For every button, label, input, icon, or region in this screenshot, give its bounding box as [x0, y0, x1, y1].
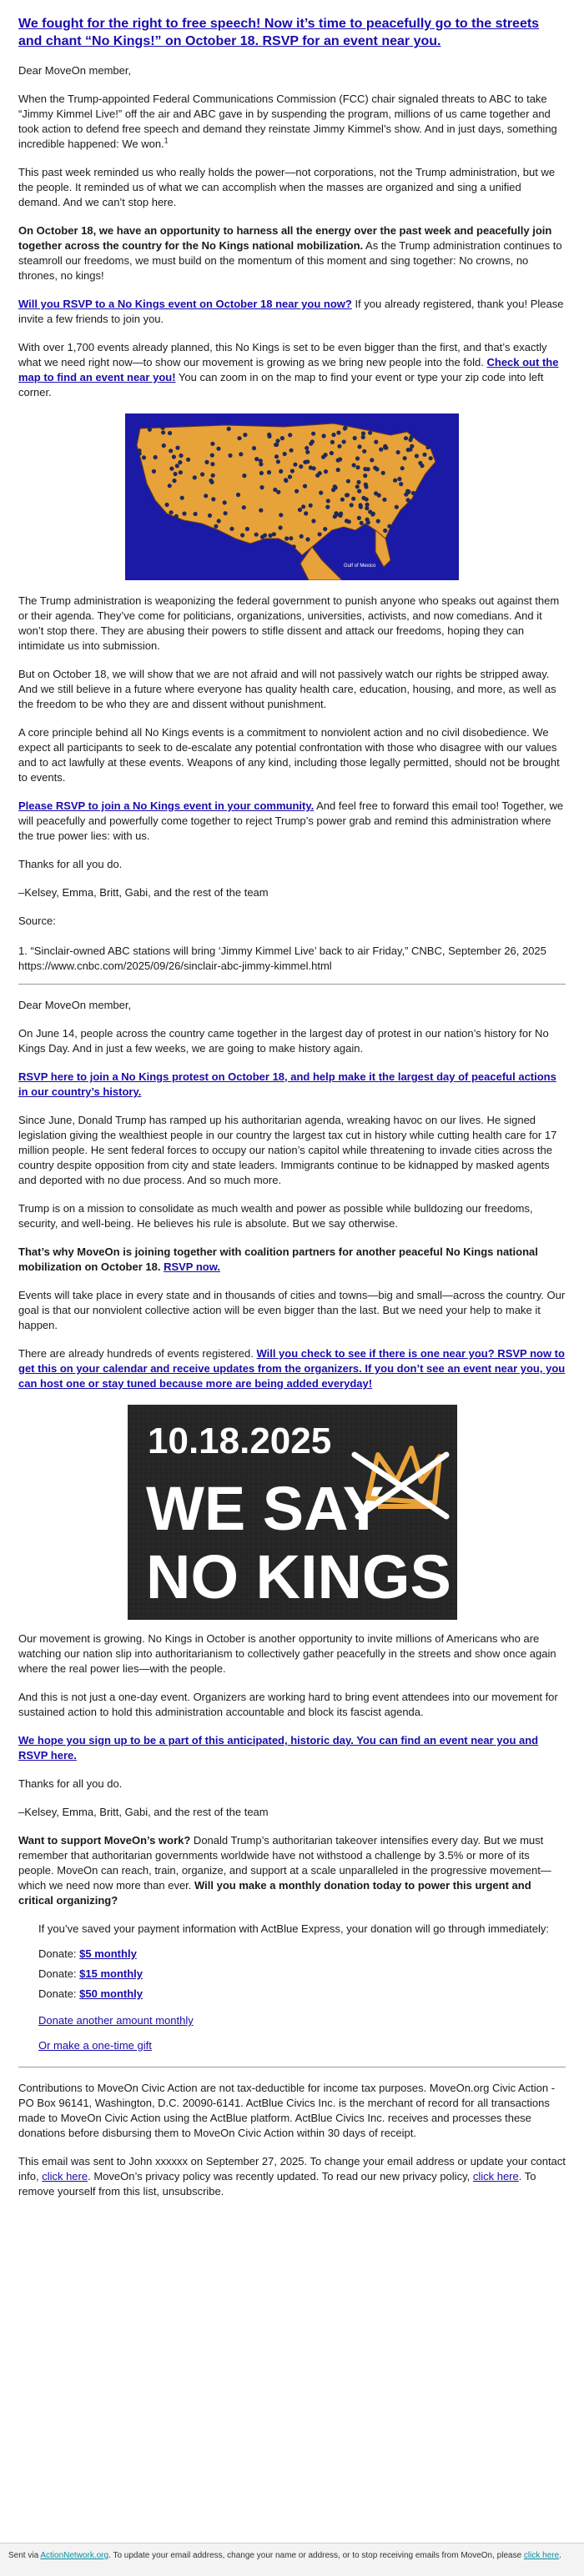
event-dot [387, 524, 391, 529]
event-dot [336, 430, 340, 434]
event-dot [211, 474, 215, 478]
check-event-link[interactable]: Will you check to see if there is one near you? RSVP now to get this on your calendar and receive updates from the organizers. If you don’t see an event near you, you can host one or stay tuned because more are being added everyday! [18, 1347, 566, 1390]
event-dot [322, 434, 326, 438]
donate-other-link[interactable]: Donate another amount monthly [38, 2014, 194, 2027]
update-contact-link[interactable]: click here [42, 2170, 88, 2183]
event-dot [288, 433, 292, 437]
event-dot [138, 452, 142, 456]
event-dot [326, 499, 330, 503]
sent-text: . To remove yourself from this list, unsubscribe. [18, 2170, 536, 2198]
paragraph [18, 1733, 566, 1763]
event-dot [309, 465, 313, 469]
event-dot [318, 471, 322, 475]
paragraph-text: If you already registered, thank you! Please invite a few friends to join you. [18, 298, 564, 325]
paragraph [18, 1070, 566, 1100]
donate-intro: If you’ve saved your payment information with ActBlue Express, your donation will go through immediately: [38, 1922, 550, 1935]
paragraph: This past week reminded us who really holds the power—not corporations, not the Trump administration, but we the people. It reminded us of what we can accomplish when the masses are organized and sing a unified demand. And we can’t stop here. [18, 166, 556, 208]
event-dot [216, 447, 220, 451]
paragraph [18, 223, 566, 283]
sent-notice [18, 2154, 566, 2199]
paragraph: The Trump administration is weaponizing the federal government to punish anyone who speaks out against them or their agenda. They’ve come for politicians, organizations, universities, activists, and now comedians. And it won’t stop there. They are abusing their powers to stifle dissent and attack our freedoms, hoping they can intimidate us into submission. [18, 594, 560, 652]
donate-row [38, 1947, 566, 1962]
event-dot [399, 482, 403, 486]
paragraph-text: And feel free to forward this email too! Together, we will peacefully and powerfully come together to reject Trump’s power grab and remind this administration where the true power lies: with us. [18, 799, 564, 842]
event-dot [289, 536, 293, 540]
event-dot [210, 454, 214, 458]
event-dot [283, 452, 287, 456]
event-dot [361, 435, 365, 439]
headline-link[interactable]: We fought for the right to free speech! Now it’s time to peacefully go to the streets and chant “No Kings!” on October 18. RSVP for an event near you. [18, 17, 540, 48]
privacy-policy-link[interactable]: click here [472, 2170, 519, 2183]
paragraph [18, 1833, 566, 1908]
event-dot [175, 446, 179, 450]
donate-label: Donate: [38, 1967, 77, 1980]
event-dot [311, 519, 315, 523]
event-dot [406, 498, 410, 502]
event-dot [179, 470, 183, 474]
event-dot [334, 485, 338, 489]
event-dot [293, 463, 297, 467]
donate-label: Donate: [38, 1947, 77, 1960]
donate-50-link[interactable]: $50 monthly [79, 1987, 143, 2000]
event-dot [210, 480, 214, 484]
event-dot [172, 454, 176, 459]
event-dot [175, 464, 179, 468]
event-dot [357, 516, 361, 520]
event-dot [172, 479, 176, 483]
event-dot [411, 491, 415, 495]
event-dot [259, 462, 263, 466]
event-dot [370, 458, 374, 462]
paragraph-text: As the Trump administration continues to steamroll our freedoms, we must build on the momentum of this moment and sing together: No crowns, no thrones, no kings! [18, 239, 562, 282]
event-dot [254, 457, 259, 461]
divider [18, 984, 566, 985]
event-dot [279, 469, 283, 474]
event-dot [295, 489, 299, 494]
sources [18, 914, 566, 974]
event-dot [210, 442, 214, 446]
greeting: Dear MoveOn member, [18, 64, 132, 77]
event-dot [400, 466, 405, 470]
event-dot [346, 479, 350, 484]
paragraph-text: You can zoom in on the map to find your event or type your zip code into left corner. [18, 371, 544, 398]
event-dot [237, 436, 241, 440]
event-dot [242, 474, 246, 478]
bold-text: Will you make a monthly donation today to power this urgent and critical organizing? [18, 1879, 531, 1907]
event-dot [280, 436, 284, 440]
thanks-text: Thanks for all you do. [18, 858, 123, 870]
source-url: https://www.cnbc.com/2025/09/26/sinclair-abc-jimmy-kimmel.html [18, 960, 332, 972]
event-dot [425, 445, 430, 449]
event-dot [374, 491, 378, 495]
event-dot [259, 471, 264, 475]
event-dot [267, 433, 271, 437]
rsvp-link[interactable]: Will you RSVP to a No Kings event on October 18 near you now? [18, 298, 352, 310]
event-dot [193, 475, 197, 479]
greeting: Dear MoveOn member, [18, 999, 132, 1011]
event-dot [168, 431, 172, 435]
footer [0, 2543, 584, 2576]
paragraph-text: With over 1,700 events already planned, this No Kings is set to be even bigger than the first, and that’s exactly what we need right now—to show our movement is growing as we bring new people into the fold. [18, 341, 547, 368]
event-dot [174, 472, 178, 476]
event-dot [223, 500, 227, 504]
event-dot [397, 477, 401, 481]
event-dot [276, 490, 280, 494]
footer-text: . To update your email address, change your name or address, or to stop receiving emails from MoveOn, please [108, 2551, 524, 2560]
event-dot [342, 439, 346, 444]
event-dot [362, 449, 366, 454]
event-dot [368, 431, 372, 435]
event-dot [301, 504, 305, 509]
event-dot [305, 446, 309, 450]
event-dot [309, 504, 313, 508]
donate-once-row [38, 2038, 566, 2053]
event-dot [408, 448, 412, 452]
actionnetwork-link[interactable]: ActionNetwork.org [40, 2551, 109, 2560]
source-item: 1. “Sinclair-owned ABC stations will bring ‘Jimmy Kimmel Live’ back to air Friday,” CNBC, September 26, 2025 [18, 945, 546, 957]
event-dot [194, 512, 198, 516]
event-dot [224, 511, 228, 515]
signature: –Kelsey, Emma, Britt, Gabi, and the rest of the team [18, 1806, 269, 1818]
event-dot [289, 449, 294, 453]
event-dot [353, 436, 357, 440]
donate-label: Donate: [38, 1987, 77, 2000]
event-dot [211, 497, 215, 501]
event-dot [275, 439, 279, 443]
event-dot [243, 433, 247, 437]
event-dot [227, 427, 231, 431]
event-dot [161, 426, 165, 430]
event-dot [169, 449, 173, 453]
sent-text: This email was sent to John xxxxxx on September 27, 2025. To change your email address or update your contact info, [18, 2155, 566, 2183]
event-dot [365, 506, 369, 510]
footer-text: . [559, 2551, 561, 2560]
poster-line-1: WE SAY [145, 1474, 384, 1543]
event-dot [336, 468, 340, 472]
event-dot [284, 479, 288, 483]
event-dot [305, 450, 310, 454]
paragraph [18, 1346, 566, 1391]
event-dot [309, 442, 313, 446]
event-dot [325, 505, 330, 509]
event-dot [331, 433, 335, 437]
event-dot [154, 455, 158, 459]
event-dot [179, 454, 183, 458]
paragraph [18, 340, 566, 400]
event-dot [169, 510, 174, 514]
event-dot [415, 454, 419, 458]
event-dot [343, 426, 347, 430]
event-dot [370, 512, 375, 516]
event-dot [323, 527, 327, 531]
events-map-image[interactable] [125, 413, 459, 580]
event-dot [304, 511, 308, 515]
event-dot [363, 474, 367, 478]
poster-line-2: NO KINGS [145, 1542, 451, 1611]
event-dot [381, 471, 385, 475]
event-dot [279, 525, 283, 529]
event-dot [259, 509, 263, 513]
donate-15-link[interactable]: $15 monthly [79, 1967, 143, 1980]
event-dot [178, 460, 182, 464]
donate-5-link[interactable]: $5 monthly [79, 1947, 137, 1960]
event-dot [384, 446, 388, 450]
event-dot [359, 505, 363, 509]
event-dot [396, 450, 400, 454]
event-dot [267, 470, 271, 474]
event-dot [406, 490, 410, 494]
event-dot [350, 503, 354, 507]
event-dot [200, 472, 204, 476]
paragraph: But on October 18, we will show that we are not afraid and will not passively watch our rights be stripped away. And we still believe in a future where everyone has quality health care, education, housing, and more, as well as the freedom to be who they are and dissent without punishment. [18, 668, 556, 710]
event-dot [305, 537, 310, 541]
event-dot [393, 479, 397, 483]
event-dot [217, 519, 221, 523]
event-dot [152, 469, 156, 474]
event-dot [239, 452, 243, 456]
donate-row [38, 1987, 566, 2002]
event-dot [305, 459, 310, 464]
footer-text: Sent via [8, 2551, 41, 2560]
event-dot [395, 505, 399, 509]
event-dot [418, 461, 422, 465]
event-dot [311, 432, 315, 436]
paragraph [18, 297, 566, 327]
event-dot [404, 436, 408, 440]
event-dot [186, 458, 190, 462]
event-dot [290, 469, 295, 473]
event-dot [276, 459, 280, 464]
event-dot [259, 485, 264, 489]
event-dot [318, 532, 322, 536]
event-dot [148, 428, 152, 432]
paragraph [18, 92, 566, 152]
no-kings-poster-image[interactable] [128, 1405, 457, 1620]
map-link[interactable]: Check out the map to find an event near you! [18, 356, 559, 383]
event-dot [345, 493, 349, 497]
event-dot [355, 465, 360, 469]
event-dot [204, 460, 209, 464]
event-dot [357, 489, 361, 494]
signature: –Kelsey, Emma, Britt, Gabi, and the rest of the team [18, 886, 269, 899]
event-dot [330, 451, 334, 455]
event-dot [298, 508, 302, 512]
event-dot [168, 484, 172, 488]
event-dot [364, 483, 368, 487]
event-dot [382, 498, 386, 502]
legal-text: Contributions to MoveOn Civic Action are not tax-deductible for income tax purposes. MoveOn.org Civic Action - PO Box 96141, Washington, D.C. 20090-6141. ActBlue Civics Inc. is the merchant of record for all transactions made to MoveOn Civic Action using the ActBlue platform. ActBlue Civics Inc. receives and processes these donations before disbursing them to MoveOn Civic Action within 30 days of receipt. [18, 2082, 556, 2139]
event-dot [288, 474, 292, 479]
event-dot [337, 444, 341, 449]
donate-row [38, 1967, 566, 1982]
event-dot [408, 438, 412, 442]
paragraph: Our movement is growing. No Kings in October is another opportunity to invite millions of Americans who are watching our nation slip into authoritarianism to collectively gather peacefully in the streets and show once again where the real power lies—with the people. [18, 1632, 556, 1675]
event-dot [330, 440, 335, 444]
event-dot [161, 430, 165, 434]
event-dot [429, 456, 433, 460]
sign-up-link[interactable]: We hope you sign up to be a part of this anticipated, historic day. You can find an event near you and RSVP here. [18, 1734, 539, 1762]
event-dot [165, 503, 169, 507]
event-dot [274, 454, 279, 459]
event-dot [204, 494, 208, 498]
event-dot [422, 453, 426, 457]
bold-text: On October 18, we have an opportunity to harness all the energy over the past week and peacefully join together across the country for the No Kings national mobilization. [18, 224, 552, 252]
event-dot [403, 456, 407, 460]
footnote-marker: 1 [164, 136, 169, 145]
event-dot [236, 493, 240, 497]
rsvp-community-link[interactable]: Please RSVP to join a No Kings event in your community. [18, 799, 315, 812]
event-dot [338, 457, 342, 461]
paragraph [18, 1245, 566, 1275]
one-time-gift-link[interactable]: Or make a one-time gift [38, 2039, 152, 2052]
poster-date: 10.18.2025 [147, 1421, 331, 1461]
event-dot [252, 446, 256, 450]
email-body [0, 15, 584, 2199]
paragraph: A core principle behind all No Kings events is a commitment to nonviolent action and no civil disobedience. We expect all participants to seek to de-escalate any potential confrontation with those who disagree with our values and to act lawfully at these events. Weapons of any kind, including those legally permitted, should not be brought to events. [18, 726, 560, 784]
thanks-text: Thanks for all you do. [18, 1777, 123, 1790]
event-dot [356, 480, 360, 484]
event-dot [284, 536, 289, 540]
paragraph-text: When the Trump-appointed Federal Communications Commission (FCC) chair signaled threats to ABC to take “Jimmy Kimmel Live!” off the air and ABC gave in by suspending the program, millions of us came together and took action to defend free speech and demand they reinstate Jimmy Kimmel’s show. And in just days, something incredible happened: We won. [18, 93, 557, 150]
event-dot [355, 456, 360, 460]
event-dot [335, 512, 339, 516]
event-dot [374, 440, 378, 444]
event-dot [299, 464, 303, 469]
event-dot [366, 520, 370, 524]
event-dot [375, 467, 379, 471]
event-dot [279, 513, 283, 517]
event-dot [208, 514, 212, 518]
paragraph: Events will take place in every state and in thousands of cities and towns—big and small—across the country. Our goal is that our nonviolent collective action will be even bigger than the last. But we need your help to make it happen. [18, 1289, 566, 1331]
paragraph: And this is not just a one-day event. Organizers are working hard to bring event attendees into our movement for sustained action to hold this administration accountable and block its fascist agenda. [18, 1691, 558, 1718]
donation-section [38, 1922, 566, 2053]
event-dot [363, 467, 367, 471]
event-dot [300, 534, 304, 539]
event-dot [210, 462, 214, 466]
rsvp-now-link[interactable]: RSVP now. [164, 1260, 220, 1273]
event-dot [182, 512, 186, 516]
event-dot [355, 484, 360, 489]
email-page [0, 15, 584, 2576]
footer-click-here-link[interactable]: click here [523, 2551, 560, 2560]
paragraph: On June 14, people across the country came together in the largest day of protest in our nation’s history for No Kings Day. And in just a few weeks, we are going to make history again. [18, 1027, 549, 1055]
event-dot [274, 443, 279, 447]
event-dot [365, 497, 369, 501]
event-dot [357, 444, 361, 449]
event-dot [229, 527, 234, 531]
event-dot [379, 448, 383, 452]
paragraph: Trump is on a mission to consolidate as much wealth and power as possible while bulldozing our freedoms, security, and well-being. He believes his rule is absolute. But we say otherwise. [18, 1202, 533, 1230]
map-label: Gulf of Mexico [344, 564, 376, 569]
event-dot [254, 533, 259, 537]
donate-other-row [38, 2013, 566, 2028]
event-dot [214, 524, 218, 529]
event-dot [242, 505, 246, 509]
event-dot [180, 496, 184, 500]
event-dot [352, 463, 356, 467]
event-dot [376, 519, 380, 524]
event-dot [360, 521, 364, 525]
paragraph [18, 799, 566, 844]
event-dot [319, 491, 323, 495]
event-dot [169, 467, 174, 471]
event-dot [228, 454, 232, 458]
event-dot [162, 444, 166, 448]
event-dot [240, 533, 244, 537]
event-dot [383, 529, 387, 533]
bold-text: That’s why MoveOn is joining together with coalition partners for another peaceful No Kings national mobilization on October 18. [18, 1245, 538, 1273]
event-dot [351, 497, 355, 501]
event-dot [340, 498, 345, 502]
rsvp-protest-link[interactable]: RSVP here to join a No Kings protest on October 18, and help make it the largest day of peaceful actions in our country’s history. [18, 1070, 556, 1098]
event-dot [303, 484, 307, 489]
event-dot [245, 527, 249, 531]
event-dot [142, 455, 146, 459]
event-dot [324, 453, 328, 457]
paragraph-text: Donald Trump’s authoritarian takeover intensifies every day. But we must remember that authoritarian governments worldwide have not withstood a challenge by 3.5% or more of its people. MoveOn can reach, train, organize, and support at a scale unparalleled in the progressive movement—which we need now more than ever. [18, 1834, 551, 1892]
paragraph: Since June, Donald Trump has ramped up his authoritarian agenda, wreaking havoc on our lives. He signed legislation giving the wealthiest people in our country the largest tax cut in history while cutting health care for 17 million people. He sent federal forces to occupy our nation’s capitol while threatening to invade cities across the country despite opposition from city and state leaders. Immigrants continue to be kidnapped by masked agents and deported with no due process. And so much more. [18, 1114, 557, 1186]
source-label: Source: [18, 915, 56, 927]
event-dot [263, 534, 267, 538]
paragraph-text: There are already hundreds of events registered. [18, 1347, 257, 1360]
event-dot [347, 519, 351, 524]
event-dot [324, 469, 328, 474]
sent-text: . MoveOn’s privacy policy was recently updated. To read our new privacy policy, [88, 2170, 473, 2183]
event-dot [269, 534, 273, 538]
bold-text: Want to support MoveOn’s work? [18, 1834, 191, 1847]
event-dot [174, 514, 179, 519]
event-dot [292, 544, 296, 549]
